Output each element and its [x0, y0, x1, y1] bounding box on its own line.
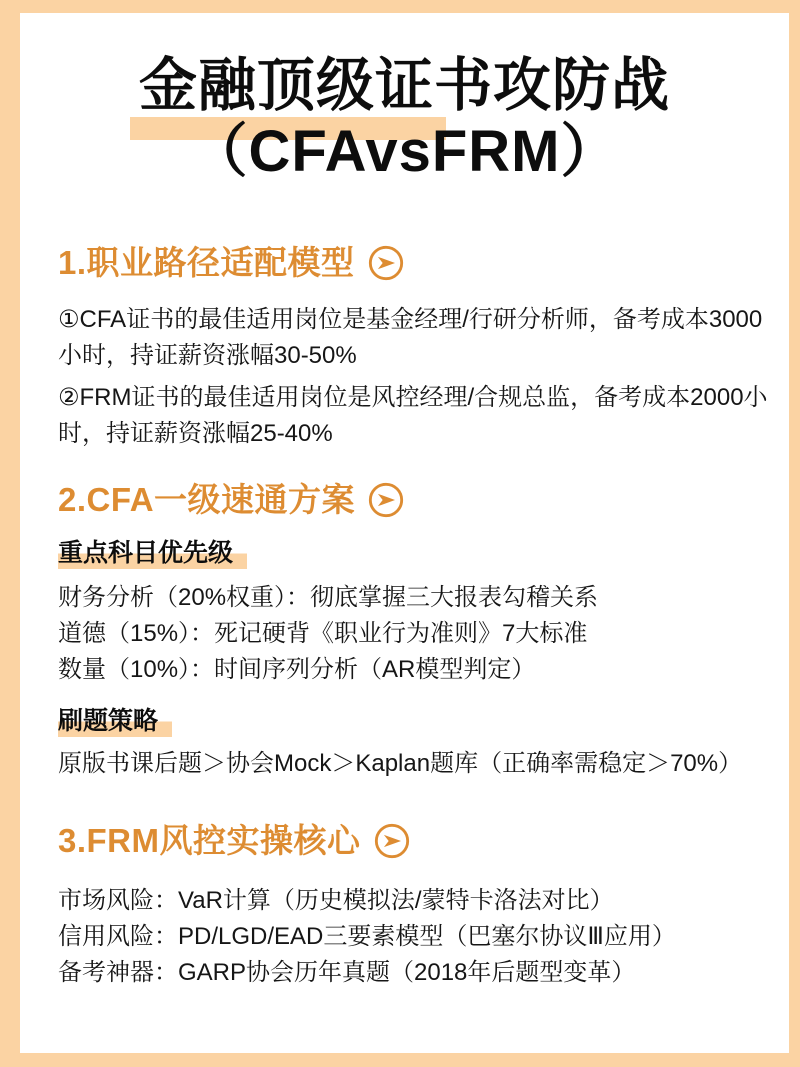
list-item: 原版书课后题＞协会Mock＞Kaplan题库（正确率需稳定＞70%）: [58, 750, 743, 778]
frm-career-paragraph: [58, 380, 771, 452]
section-1-heading: [58, 241, 771, 285]
section-2-heading: [58, 478, 771, 522]
list-item: 信用风险：PD/LGD/EAD三要素模型（巴塞尔协议Ⅲ应用）: [58, 923, 676, 951]
subheading-subject-priority: [58, 537, 771, 569]
paragraph-line: 时，持证薪资涨幅25-40%: [58, 420, 333, 448]
poster-content: [20, 241, 789, 991]
subheading-text: 重点科目优先级: [58, 537, 247, 569]
subject-priority-list: [58, 580, 771, 688]
paragraph-line: ①CFA证书的最佳适用岗位是基金经理/行研分析师，备考成本3000: [58, 306, 763, 334]
section-3-heading-text: 3.FRM风控实操核心: [58, 822, 361, 860]
section-2-heading-text: 2.CFA一级速通方案: [58, 481, 356, 519]
list-item: 备考神器：GARP协会历年真题（2018年后题型变革）: [58, 959, 636, 987]
circle-arrow-right-icon: [373, 822, 411, 860]
subheading-text: 刷题策略: [58, 705, 172, 737]
list-item: 道德（15%）：死记硬背《职业行为准则》7大标准: [58, 620, 588, 648]
title-line-2: （CFAvsFRM）: [189, 119, 620, 185]
list-item: 数量（10%）：时间序列分析（AR模型判定）: [58, 656, 536, 684]
cfa-career-paragraph: [58, 302, 771, 374]
paragraph-line: ②FRM证书的最佳适用岗位是风控经理/合规总监，备考成本2000小: [58, 384, 768, 412]
section-3-heading: [58, 819, 771, 863]
poster-card: [20, 13, 789, 1053]
frm-core-list: [58, 883, 771, 991]
circle-arrow-right-icon: [367, 244, 405, 282]
practice-strategy-list: [58, 746, 771, 782]
subheading-practice-strategy: [58, 705, 771, 737]
list-item: 市场风险：VaR计算（历史模拟法/蒙特卡洛法对比）: [58, 887, 614, 915]
title-line-1: 金融顶级证书攻防战: [138, 53, 670, 118]
section-1-heading-text: 1.职业路径适配模型: [58, 244, 355, 282]
list-item: 财务分析（20%权重）：彻底掌握三大报表勾稽关系: [58, 584, 599, 612]
paragraph-line: 小时，持证薪资涨幅30-50%: [58, 342, 357, 370]
circle-arrow-right-icon: [367, 481, 405, 519]
poster-title: [20, 53, 789, 185]
